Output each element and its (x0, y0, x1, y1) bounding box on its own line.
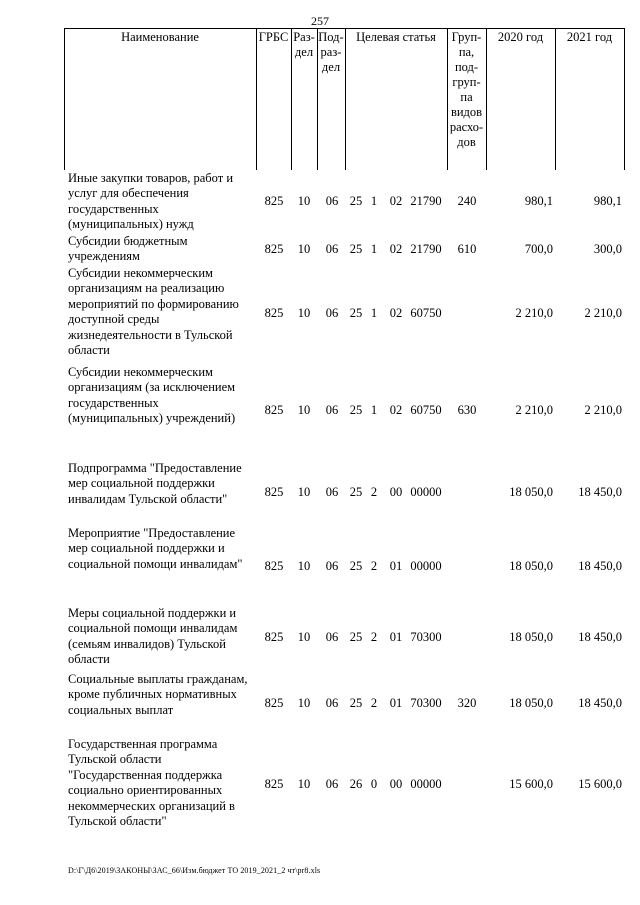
row-target-direction: 00000 (410, 777, 442, 791)
row-grbs: 825 (264, 242, 284, 256)
row-name: Подпрограмма "Предоставление мер социальной поддержки инвалидам Тульской области" (68, 461, 242, 506)
row-target-direction: 21790 (410, 194, 442, 208)
row-podrazdel: 06 (325, 485, 339, 499)
row-razdel: 10 (297, 559, 311, 573)
col-border (555, 28, 556, 170)
row-target-program: 26 (349, 777, 363, 791)
row-expense-type: 240 (457, 194, 477, 208)
row-razdel: 10 (297, 306, 311, 320)
row-razdel: 10 (297, 194, 311, 208)
row-2021-value: 15 600,0 (578, 777, 622, 791)
row-podrazdel: 06 (325, 242, 339, 256)
row-2021-value: 18 450,0 (578, 485, 622, 499)
header-top-border (64, 28, 624, 29)
row-target-event: 02 (389, 403, 403, 417)
row-name: Мероприятие "Предоставление мер социальной поддержки и социальной помощи инвалидам" (68, 526, 243, 571)
row-grbs: 825 (264, 630, 284, 644)
header-razdel: Раз- дел (293, 30, 315, 59)
col-border (345, 28, 346, 170)
row-target-direction: 21790 (410, 242, 442, 256)
row-target-program: 25 (349, 242, 363, 256)
header-vr: Груп- па, под- груп- па видов расхо- дов (449, 30, 484, 149)
row-name: Государственная программа Тульской области "Государственная поддержка социально ориентированных некоммерческих организаций в Тульской области" (68, 737, 235, 829)
row-grbs: 825 (264, 777, 284, 791)
header-grbs: ГРБС (258, 30, 289, 44)
row-razdel: 10 (297, 696, 311, 710)
row-2020-value: 18 050,0 (509, 696, 553, 710)
row-podrazdel: 06 (325, 777, 339, 791)
row-2021-value: 2 210,0 (584, 403, 622, 417)
row-target-subprogram: 2 (370, 485, 378, 499)
header-name: Наименование (121, 30, 199, 44)
row-target-subprogram: 2 (370, 559, 378, 573)
row-grbs: 825 (264, 559, 284, 573)
row-podrazdel: 06 (325, 559, 339, 573)
row-2021-value: 2 210,0 (584, 306, 622, 320)
row-target-subprogram: 2 (370, 630, 378, 644)
row-target-event: 00 (389, 777, 403, 791)
row-target-subprogram: 2 (370, 696, 378, 710)
row-target-program: 25 (349, 194, 363, 208)
row-2021-value: 300,0 (593, 242, 622, 256)
row-razdel: 10 (297, 403, 311, 417)
row-name: Иные закупки товаров, работ и услуг для обеспечения государственных (муниципальных) нужд (68, 171, 234, 232)
row-podrazdel: 06 (325, 696, 339, 710)
row-grbs: 825 (264, 306, 284, 320)
row-target-subprogram: 1 (370, 306, 378, 320)
row-2020-value: 2 210,0 (515, 403, 553, 417)
row-target-direction: 60750 (410, 306, 442, 320)
row-target-program: 25 (349, 559, 363, 573)
row-expense-type: 610 (457, 242, 477, 256)
row-name: Субсидии некоммерческим организациям на реализацию мероприятий по формированию доступной среды жизнедеятельности в Тульской области (68, 266, 239, 358)
col-border (486, 28, 487, 170)
row-target-program: 25 (349, 696, 363, 710)
row-target-direction: 60750 (410, 403, 442, 417)
file-path-footer: D:\Г\Д6\2019\ЗАКОНЫ\ЗАС_66\Изм.бюджет ТО 2019_2021_2 чт\pr8.xls (68, 866, 321, 875)
row-target-event: 01 (389, 696, 403, 710)
row-target-event: 01 (389, 559, 403, 573)
row-name: Меры социальной поддержки и социальной помощи инвалидам (семьям инвалидов) Тульской области (68, 606, 238, 667)
row-target-program: 25 (349, 485, 363, 499)
row-2021-value: 18 450,0 (578, 630, 622, 644)
row-target-event: 00 (389, 485, 403, 499)
row-target-event: 02 (389, 242, 403, 256)
row-podrazdel: 06 (325, 630, 339, 644)
row-2020-value: 2 210,0 (515, 306, 553, 320)
row-target-subprogram: 0 (370, 777, 378, 791)
row-grbs: 825 (264, 696, 284, 710)
row-name: Субсидии некоммерческим организациям (за исключением государственных (муниципальных) учреждений) (68, 365, 236, 426)
row-razdel: 10 (297, 485, 311, 499)
row-grbs: 825 (264, 194, 284, 208)
row-razdel: 10 (297, 630, 311, 644)
page-number: 257 (311, 14, 329, 28)
row-target-program: 25 (349, 306, 363, 320)
row-expense-type: 320 (457, 696, 477, 710)
header-podrazdel: Под- раз- дел (318, 30, 344, 74)
col-border (64, 28, 65, 170)
row-grbs: 825 (264, 403, 284, 417)
row-2021-value: 18 450,0 (578, 696, 622, 710)
row-expense-type: 630 (457, 403, 477, 417)
row-target-direction: 00000 (410, 485, 442, 499)
row-2020-value: 18 050,0 (509, 630, 553, 644)
row-2020-value: 980,1 (524, 194, 553, 208)
row-target-subprogram: 1 (370, 242, 378, 256)
row-razdel: 10 (297, 242, 311, 256)
row-target-event: 02 (389, 306, 403, 320)
header-target: Целевая статья (356, 30, 436, 44)
row-2020-value: 18 050,0 (509, 559, 553, 573)
row-target-direction: 00000 (410, 559, 442, 573)
row-podrazdel: 06 (325, 306, 339, 320)
row-2021-value: 18 450,0 (578, 559, 622, 573)
header-2021: 2021 год (566, 30, 613, 44)
row-grbs: 825 (264, 485, 284, 499)
row-podrazdel: 06 (325, 403, 339, 417)
row-2020-value: 15 600,0 (509, 777, 553, 791)
row-target-subprogram: 1 (370, 194, 378, 208)
row-razdel: 10 (297, 777, 311, 791)
row-target-event: 02 (389, 194, 403, 208)
row-2020-value: 18 050,0 (509, 485, 553, 499)
row-target-direction: 70300 (410, 630, 442, 644)
row-target-program: 25 (349, 630, 363, 644)
row-target-event: 01 (389, 630, 403, 644)
row-2021-value: 980,1 (593, 194, 622, 208)
col-border (256, 28, 257, 170)
row-target-program: 25 (349, 403, 363, 417)
header-2020: 2020 год (497, 30, 544, 44)
row-2020-value: 700,0 (524, 242, 553, 256)
row-podrazdel: 06 (325, 194, 339, 208)
col-border (624, 28, 625, 170)
row-target-subprogram: 1 (370, 403, 378, 417)
row-name: Субсидии бюджетным учреждениям (68, 234, 188, 264)
row-target-direction: 70300 (410, 696, 442, 710)
row-name: Социальные выплаты гражданам, кроме публичных нормативных социальных выплат (68, 672, 248, 717)
